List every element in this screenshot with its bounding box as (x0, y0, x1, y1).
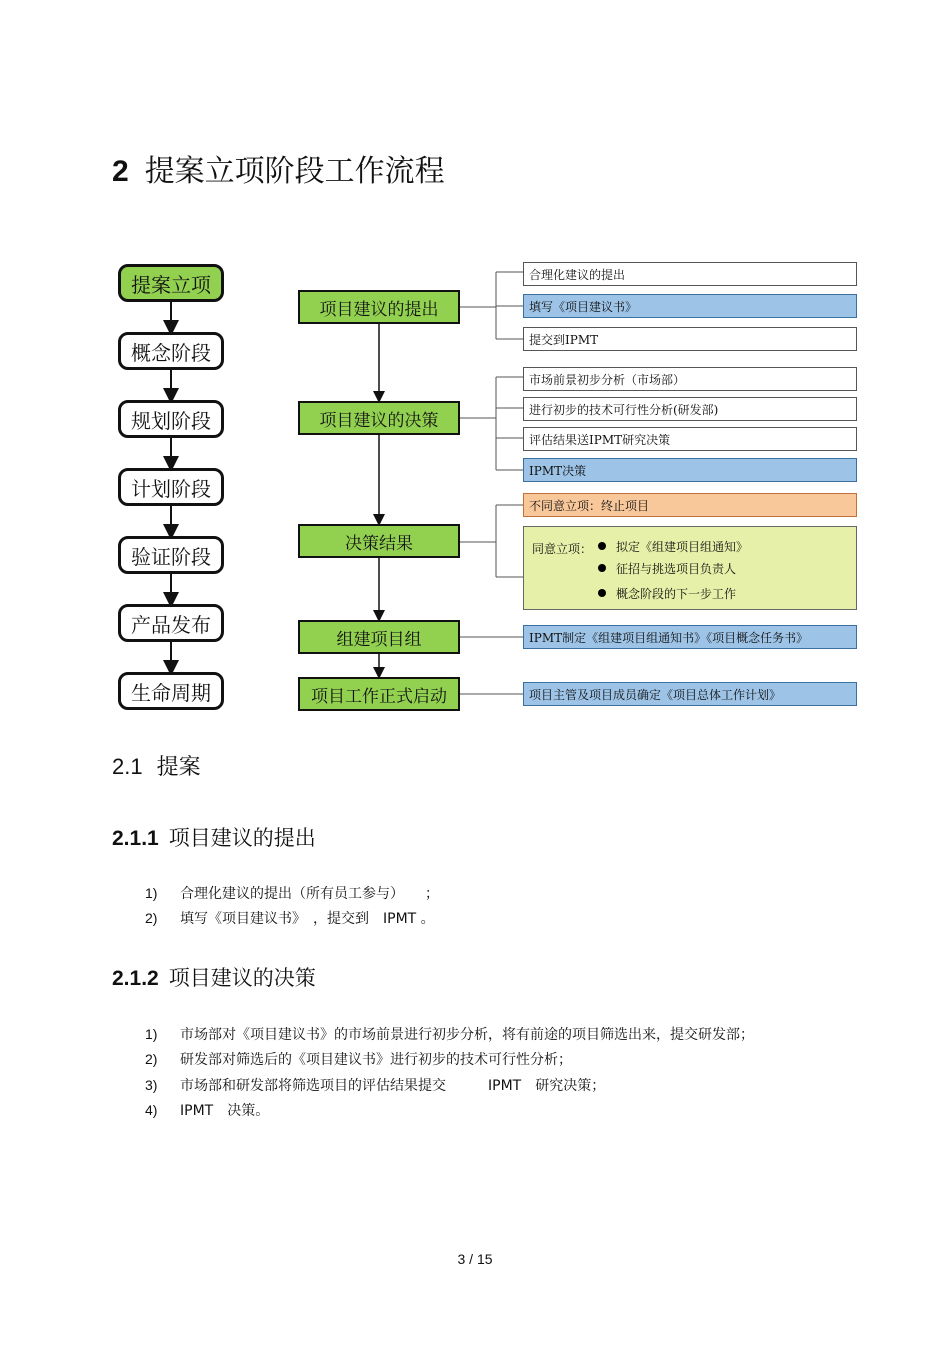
list-item: 2) 研发部对筛选后的《项目建议书》进行初步的技术可行性分析； (145, 1051, 572, 1068)
step-proposal-submission: 项目建议的提出 (298, 290, 460, 324)
agree-item: 概念阶段的下一步工作 (598, 585, 736, 602)
stage-plan: 计划阶段 (118, 468, 224, 506)
bullet-icon (598, 542, 606, 550)
stage-concept: 概念阶段 (118, 332, 224, 370)
note-suggestion: 合理化建议的提出 (523, 262, 857, 286)
section-title: 项目建议的提出 (168, 826, 316, 850)
step-decision-result: 决策结果 (298, 524, 460, 558)
note-reject: 不同意立项：终止项目 (523, 493, 857, 517)
section-2-1-heading (112, 750, 201, 781)
section-title: 项目建议的决策 (168, 966, 316, 990)
step-proposal-decision: 项目建议的决策 (298, 401, 460, 435)
note-market-analysis: 市场前景初步分析（市场部） (523, 367, 857, 391)
step-project-kickoff: 项目工作正式启动 (298, 677, 460, 711)
list-item: 4) IPMT 决策。 (145, 1102, 270, 1119)
agree-label: 同意立项： (532, 542, 593, 556)
list-item: 1) 市场部对《项目建议书》的市场前景进行初步分析，将有前途的项目筛选出来，提交研发部； (145, 1026, 754, 1043)
chapter-title: 提案立项阶段工作流程 (144, 154, 445, 189)
note-ipmt-decision: IPMT决策 (523, 458, 857, 482)
stage-planning: 规划阶段 (118, 400, 224, 438)
note-fill-proposal: 填写《项目建议书》 (523, 294, 857, 318)
note-submit-ipmt: 提交到IPMT (523, 327, 857, 351)
section-2-1-1-heading (112, 822, 316, 852)
note-team-notice: IPMT制定《组建项目组通知书》《项目概念任务书》 (523, 625, 857, 649)
agree-item: 拟定《组建项目组通知》 (598, 538, 748, 555)
note-tech-feasibility: 进行初步的技术可行性分析(研发部) (523, 397, 857, 421)
section-number: 2.1.2 (112, 967, 159, 990)
section-number: 2.1 (112, 754, 143, 779)
note-work-plan: 项目主管及项目成员确定《项目总体工作计划》 (523, 682, 857, 706)
list-item: 3) 市场部和研发部将筛选项目的评估结果提交 IPMT 研究决策； (145, 1077, 606, 1094)
note-evaluation: 评估结果送IPMT研究决策 (523, 427, 857, 451)
stage-release: 产品发布 (118, 604, 224, 642)
section-number: 2.1.1 (112, 827, 159, 850)
bullet-icon (598, 589, 606, 597)
list-item: 1) 合理化建议的提出（所有员工参与） ； (145, 885, 439, 902)
section-title: 提案 (156, 755, 201, 780)
agree-item: 征招与挑选项目负责人 (598, 560, 736, 577)
stage-lifecycle: 生命周期 (118, 672, 224, 710)
section-2-1-2-heading (112, 962, 316, 992)
chapter-number: 2 (112, 155, 129, 188)
stage-verification: 验证阶段 (118, 536, 224, 574)
note-agree (523, 526, 857, 610)
stage-proposal: 提案立项 (118, 264, 224, 302)
bullet-icon (598, 564, 606, 572)
list-item: 2) 填写《项目建议书》 ，提交到 IPMT 。 (145, 910, 435, 927)
step-form-team: 组建项目组 (298, 620, 460, 654)
page-number: 3 / 15 (457, 1251, 493, 1267)
